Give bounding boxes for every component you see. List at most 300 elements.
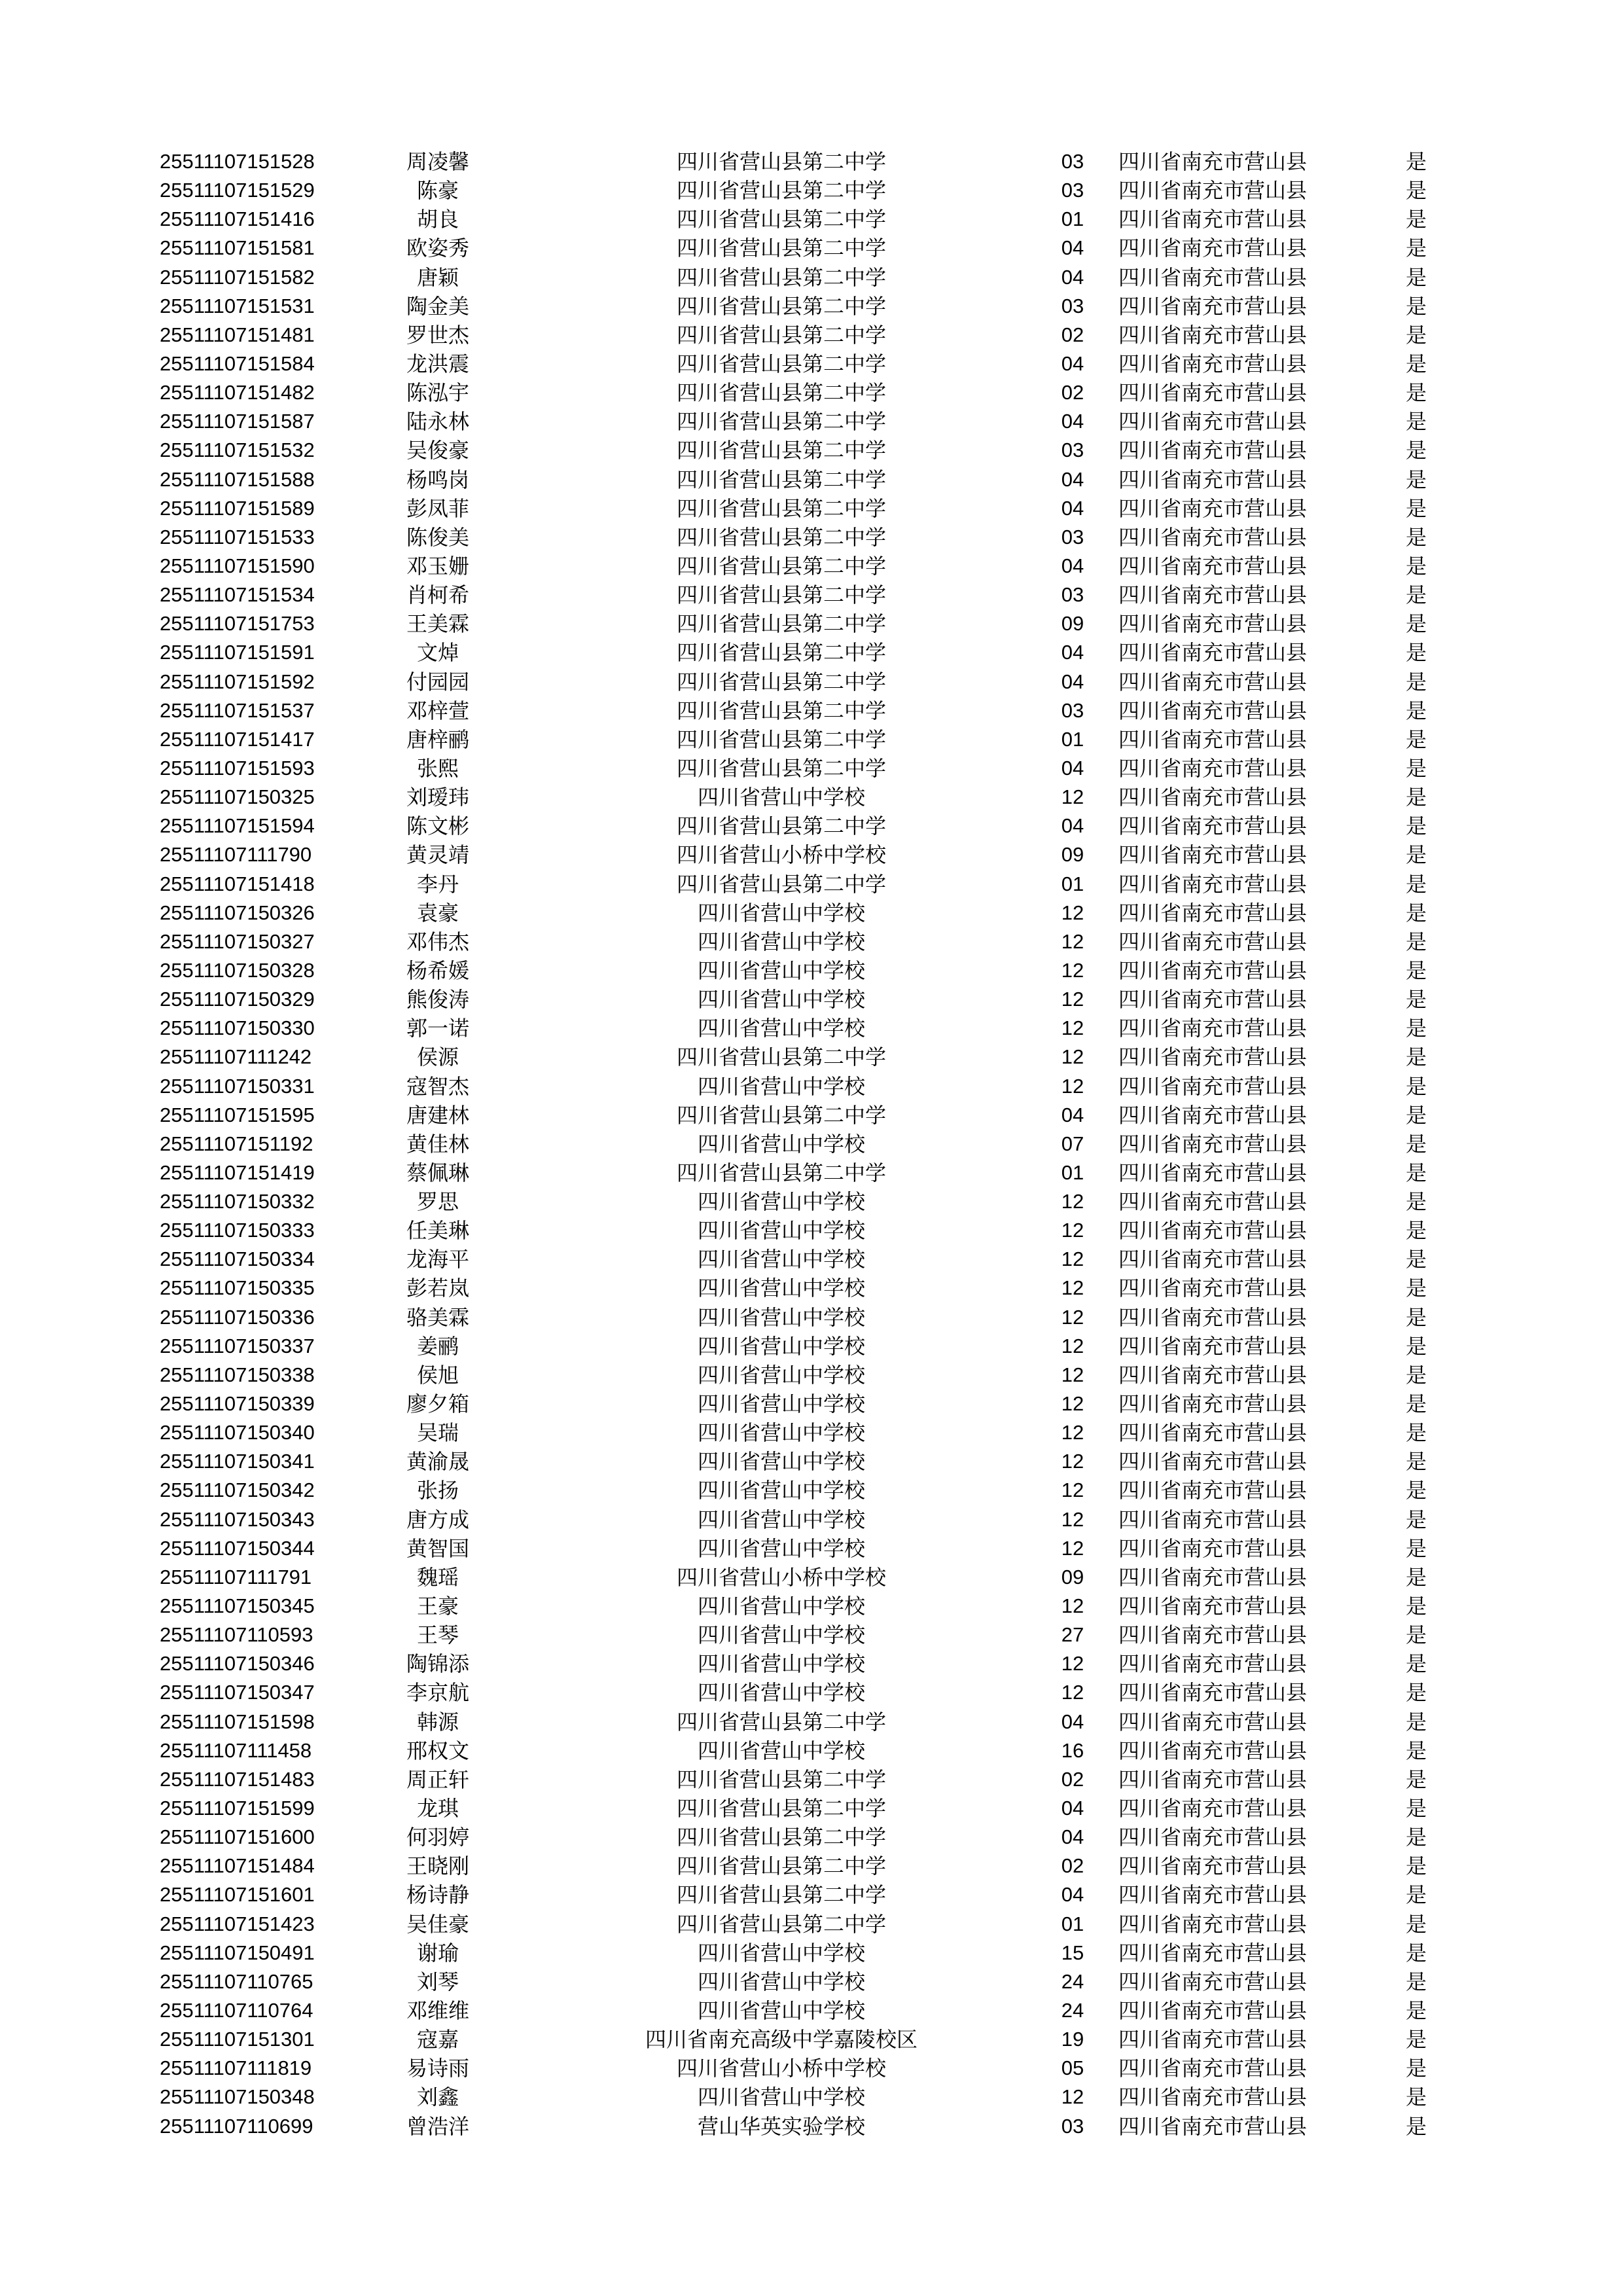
student-name: 罗思: [416, 1189, 459, 1215]
region: 四川省南充市营山县: [1118, 293, 1308, 319]
school-name: 四川省营山中学校: [697, 958, 865, 983]
candidate-id: 25511107150328: [160, 958, 315, 982]
eligibility-flag: 是: [1405, 1854, 1427, 1879]
category-code: 09: [1061, 1565, 1084, 1588]
region: 四川省南充市营山县: [1118, 1189, 1308, 1215]
eligibility-flag: 是: [1405, 1911, 1427, 1937]
school-name: 四川省营山中学校: [697, 1016, 865, 1041]
table-row: [160, 1216, 1442, 1245]
table-row: [160, 1765, 1442, 1794]
table-row: [160, 1708, 1442, 1736]
school-name: 四川省营山县第二中学: [676, 553, 886, 579]
table-row: [160, 870, 1442, 899]
school-name: 四川省营山中学校: [697, 1247, 865, 1272]
school-name: 四川省营山中学校: [697, 1507, 865, 1532]
region: 四川省南充市营山县: [1118, 1796, 1308, 1821]
table-row: [160, 1592, 1442, 1621]
eligibility-flag: 是: [1405, 842, 1427, 868]
student-name: 吴俊豪: [406, 438, 469, 463]
region: 四川省南充市营山县: [1118, 1564, 1308, 1590]
table-row: [160, 956, 1442, 985]
candidate-id: 25511107151423: [160, 1912, 315, 1935]
school-name: 四川省营山县第二中学: [676, 755, 886, 781]
candidate-id: 25511107111458: [160, 1738, 312, 1762]
student-name: 唐方成: [406, 1507, 469, 1532]
table-row: [160, 1130, 1442, 1158]
school-name: 四川省营山中学校: [697, 2085, 865, 2110]
student-name: 侯源: [416, 1045, 459, 1070]
student-name: 王琴: [416, 1623, 459, 1648]
student-name: 周凌馨: [406, 149, 469, 174]
school-name: 四川省营山县第二中学: [676, 524, 886, 550]
category-code: 12: [1061, 1305, 1084, 1329]
candidate-id: 25511107150338: [160, 1363, 315, 1386]
eligibility-flag: 是: [1405, 207, 1427, 232]
school-name: 四川省营山县第二中学: [676, 409, 886, 435]
candidate-id: 25511107151482: [160, 381, 315, 404]
table-row: [160, 1187, 1442, 1216]
student-name: 何羽婷: [406, 1825, 469, 1850]
eligibility-flag: 是: [1405, 1218, 1427, 1244]
table-row: [160, 1736, 1442, 1765]
eligibility-flag: 是: [1405, 236, 1427, 261]
school-name: 四川省营山小桥中学校: [676, 842, 886, 868]
school-name: 四川省营山县第二中学: [676, 207, 886, 232]
school-name: 四川省营山中学校: [697, 1420, 865, 1446]
category-code: 12: [1061, 929, 1084, 953]
region: 四川省南充市营山县: [1118, 1478, 1308, 1503]
category-code: 12: [1061, 1219, 1084, 1242]
table-row: [160, 1534, 1442, 1563]
category-code: 04: [1061, 1103, 1084, 1126]
student-name: 邓维维: [406, 1998, 469, 2023]
candidate-id: 25511107150330: [160, 1016, 315, 1040]
category-code: 02: [1061, 323, 1084, 346]
school-name: 四川省营山县第二中学: [676, 467, 886, 492]
student-name: 刘琴: [416, 1969, 459, 1994]
table-row: [160, 205, 1442, 234]
category-code: 12: [1061, 1536, 1084, 1560]
category-code: 12: [1061, 1363, 1084, 1386]
candidate-id: 25511107151484: [160, 1854, 315, 1878]
category-code: 04: [1061, 1710, 1084, 1733]
school-name: 四川省营山中学校: [697, 987, 865, 1013]
candidate-id: 25511107151598: [160, 1710, 315, 1733]
table-row: [160, 1794, 1442, 1823]
student-name: 杨诗静: [406, 1882, 469, 1908]
region: 四川省南充市营山县: [1118, 1073, 1308, 1099]
school-name: 四川省营山县第二中学: [676, 1911, 886, 1937]
category-code: 12: [1061, 1594, 1084, 1618]
eligibility-flag: 是: [1405, 1247, 1427, 1272]
candidate-id: 25511107110593: [160, 1623, 313, 1647]
region: 四川省南充市营山县: [1118, 583, 1308, 608]
region: 四川省南充市营山县: [1118, 1304, 1308, 1330]
region: 四川省南充市营山县: [1118, 1911, 1308, 1937]
student-name: 陈豪: [416, 178, 459, 204]
region: 四川省南充市营山县: [1118, 1535, 1308, 1561]
candidate-id: 25511107151589: [160, 496, 315, 520]
school-name: 四川省营山中学校: [697, 1362, 865, 1388]
table-row: [160, 1476, 1442, 1505]
table-row: [160, 638, 1442, 667]
school-name: 四川省营山中学校: [697, 1940, 865, 1965]
region: 四川省南充市营山县: [1118, 438, 1308, 463]
table-row: [160, 1303, 1442, 1332]
student-name: 廖夕箱: [406, 1391, 469, 1417]
region: 四川省南充市营山县: [1118, 1594, 1308, 1619]
candidate-id: 25511107110765: [160, 1969, 313, 1993]
school-name: 四川省营山县第二中学: [676, 495, 886, 521]
school-name: 四川省营山中学校: [697, 929, 865, 954]
table-row: [160, 292, 1442, 321]
school-name: 四川省营山中学校: [697, 1218, 865, 1244]
candidate-id: 25511107150343: [160, 1507, 315, 1531]
school-name: 四川省营山中学校: [697, 1594, 865, 1619]
region: 四川省南充市营山县: [1118, 1016, 1308, 1041]
student-name: 文焯: [416, 640, 459, 666]
eligibility-flag: 是: [1405, 1189, 1427, 1215]
candidate-id: 25511107151587: [160, 410, 315, 433]
student-name: 胡良: [416, 207, 459, 232]
category-code: 02: [1061, 381, 1084, 404]
region: 四川省南充市营山县: [1118, 380, 1308, 406]
region: 四川省南充市营山县: [1118, 351, 1308, 376]
eligibility-flag: 是: [1405, 524, 1427, 550]
eligibility-flag: 是: [1405, 1507, 1427, 1532]
region: 四川省南充市营山县: [1118, 1623, 1308, 1648]
category-code: 04: [1061, 236, 1084, 260]
category-code: 12: [1061, 785, 1084, 809]
category-code: 04: [1061, 641, 1084, 664]
category-code: 12: [1061, 1652, 1084, 1676]
school-name: 四川省营山中学校: [697, 900, 865, 925]
category-code: 12: [1061, 1045, 1084, 1069]
candidate-id: 25511107151301: [160, 2028, 315, 2051]
category-code: 03: [1061, 698, 1084, 722]
eligibility-flag: 是: [1405, 1796, 1427, 1821]
candidate-id: 25511107150341: [160, 1450, 315, 1473]
student-name: 袁豪: [416, 900, 459, 925]
school-name: 四川省营山中学校: [697, 785, 865, 810]
school-name: 营山华英实验学校: [697, 2113, 865, 2139]
region: 四川省南充市营山县: [1118, 1449, 1308, 1475]
table-row: [160, 609, 1442, 638]
region: 四川省南充市营山县: [1118, 698, 1308, 723]
eligibility-flag: 是: [1405, 1102, 1427, 1128]
candidate-id: 25511107151192: [160, 1132, 313, 1155]
school-name: 四川省营山中学校: [697, 1333, 865, 1359]
region: 四川省南充市营山县: [1118, 1882, 1308, 1908]
region: 四川省南充市营山县: [1118, 1825, 1308, 1850]
table-row: [160, 552, 1442, 581]
eligibility-flag: 是: [1405, 467, 1427, 492]
school-name: 四川省营山中学校: [697, 1623, 865, 1648]
candidate-id: 25511107110699: [160, 2114, 313, 2138]
region: 四川省南充市营山县: [1118, 1507, 1308, 1532]
eligibility-flag: 是: [1405, 1940, 1427, 1965]
student-name: 张扬: [416, 1478, 459, 1503]
region: 四川省南充市营山县: [1118, 409, 1308, 435]
category-code: 04: [1061, 410, 1084, 433]
student-name: 吴佳豪: [406, 1911, 469, 1937]
school-name: 四川省营山小桥中学校: [676, 1564, 886, 1590]
school-name: 四川省营山中学校: [697, 1651, 865, 1677]
school-name: 四川省营山县第二中学: [676, 1882, 886, 1908]
student-name: 谢瑜: [416, 1940, 459, 1965]
school-name: 四川省营山县第二中学: [676, 438, 886, 463]
table-row: [160, 147, 1442, 176]
region: 四川省南充市营山县: [1118, 553, 1308, 579]
school-name: 四川省营山中学校: [697, 1391, 865, 1417]
candidate-id: 25511107151581: [160, 236, 315, 260]
eligibility-flag: 是: [1405, 149, 1427, 174]
table-row: [160, 668, 1442, 696]
student-name: 姜鹂: [416, 1333, 459, 1359]
candidate-id: 25511107151417: [160, 727, 315, 751]
school-name: 四川省营山中学校: [697, 1189, 865, 1215]
candidate-id: 25511107151419: [160, 1160, 315, 1184]
candidate-id: 25511107150333: [160, 1219, 315, 1242]
student-name: 唐梓鹂: [406, 726, 469, 752]
eligibility-flag: 是: [1405, 1276, 1427, 1301]
school-name: 四川省营山中学校: [697, 1276, 865, 1301]
candidate-id: 25511107151590: [160, 554, 315, 577]
eligibility-flag: 是: [1405, 1594, 1427, 1619]
table-row: [160, 350, 1442, 378]
category-code: 03: [1061, 439, 1084, 462]
eligibility-flag: 是: [1405, 322, 1427, 348]
category-code: 01: [1061, 1160, 1084, 1184]
category-code: 04: [1061, 467, 1084, 491]
category-code: 12: [1061, 1421, 1084, 1444]
table-row: [160, 2112, 1442, 2141]
eligibility-flag: 是: [1405, 1623, 1427, 1648]
student-name: 黄灵靖: [406, 842, 469, 868]
candidate-id: 25511107151531: [160, 294, 315, 317]
school-name: 四川省营山县第二中学: [676, 669, 886, 694]
category-code: 01: [1061, 872, 1084, 895]
eligibility-flag: 是: [1405, 1767, 1427, 1792]
table-row: [160, 1158, 1442, 1187]
candidate-id: 25511107150326: [160, 901, 315, 924]
eligibility-flag: 是: [1405, 2056, 1427, 2081]
student-name: 吴瑞: [416, 1420, 459, 1446]
category-code: 04: [1061, 351, 1084, 375]
region: 四川省南充市营山县: [1118, 611, 1308, 637]
eligibility-flag: 是: [1405, 553, 1427, 579]
category-code: 27: [1061, 1623, 1084, 1647]
category-code: 12: [1061, 1392, 1084, 1416]
category-code: 12: [1061, 1450, 1084, 1473]
category-code: 15: [1061, 1941, 1084, 1964]
region: 四川省南充市营山县: [1118, 2085, 1308, 2110]
table-row: [160, 1505, 1442, 1534]
region: 四川省南充市营山县: [1118, 524, 1308, 550]
student-name: 任美琳: [406, 1218, 469, 1244]
school-name: 四川省营山县第二中学: [676, 1102, 886, 1128]
category-code: 01: [1061, 1912, 1084, 1935]
eligibility-flag: 是: [1405, 1651, 1427, 1677]
eligibility-flag: 是: [1405, 1882, 1427, 1908]
candidate-id: 25511107151601: [160, 1883, 315, 1907]
region: 四川省南充市营山县: [1118, 1160, 1308, 1185]
candidate-id: 25511107150346: [160, 1652, 315, 1676]
table-row: [160, 985, 1442, 1014]
school-name: 四川省营山中学校: [697, 1073, 865, 1099]
region: 四川省南充市营山县: [1118, 1102, 1308, 1128]
student-name: 魏瑶: [416, 1564, 459, 1590]
student-name: 王豪: [416, 1594, 459, 1619]
region: 四川省南充市营山县: [1118, 1276, 1308, 1301]
category-code: 12: [1061, 1507, 1084, 1531]
category-code: 09: [1061, 843, 1084, 867]
eligibility-flag: 是: [1405, 264, 1427, 290]
candidate-id: 25511107150332: [160, 1190, 315, 1213]
eligibility-flag: 是: [1405, 1825, 1427, 1850]
region: 四川省南充市营山县: [1118, 322, 1308, 348]
region: 四川省南充市营山县: [1118, 1998, 1308, 2023]
region: 四川省南充市营山县: [1118, 178, 1308, 204]
student-name: 陈泓宇: [406, 380, 469, 406]
candidate-id: 25511107150334: [160, 1247, 315, 1271]
school-name: 四川省营山中学校: [697, 1969, 865, 1994]
school-name: 四川省营山县第二中学: [676, 149, 886, 174]
region: 四川省南充市营山县: [1118, 900, 1308, 925]
category-code: 01: [1061, 207, 1084, 231]
category-code: 12: [1061, 958, 1084, 982]
region: 四川省南充市营山县: [1118, 1738, 1308, 1763]
table-row: [160, 1910, 1442, 1939]
eligibility-flag: 是: [1405, 1478, 1427, 1503]
eligibility-flag: 是: [1405, 380, 1427, 406]
table-row: [160, 581, 1442, 609]
table-row: [160, 1245, 1442, 1274]
student-name: 陶锦添: [406, 1651, 469, 1677]
region: 四川省南充市营山县: [1118, 1131, 1308, 1157]
candidate-id: 25511107151534: [160, 583, 315, 607]
category-code: 12: [1061, 1276, 1084, 1300]
eligibility-flag: 是: [1405, 293, 1427, 319]
eligibility-flag: 是: [1405, 1391, 1427, 1417]
table-row: [160, 2054, 1442, 2083]
candidate-id: 25511107151483: [160, 1767, 315, 1791]
student-name: 黄佳林: [406, 1131, 469, 1157]
school-name: 四川省南充高级中学嘉陵校区: [645, 2027, 918, 2053]
region: 四川省南充市营山县: [1118, 2056, 1308, 2081]
eligibility-flag: 是: [1405, 669, 1427, 694]
roster-table: [160, 147, 1442, 2141]
category-code: 03: [1061, 179, 1084, 202]
table-row: [160, 2083, 1442, 2111]
table-row: [160, 1996, 1442, 2025]
student-name: 黄智国: [406, 1535, 469, 1561]
category-code: 12: [1061, 1190, 1084, 1213]
category-code: 12: [1061, 901, 1084, 924]
student-name: 郭一诺: [406, 1016, 469, 1041]
region: 四川省南充市营山县: [1118, 1218, 1308, 1244]
category-code: 05: [1061, 2056, 1084, 2080]
eligibility-flag: 是: [1405, 1160, 1427, 1185]
student-name: 邢权文: [406, 1738, 469, 1763]
category-code: 03: [1061, 583, 1084, 607]
student-name: 龙琪: [416, 1796, 459, 1821]
student-name: 付园园: [406, 669, 469, 694]
candidate-id: 25511107150344: [160, 1536, 315, 1560]
category-code: 04: [1061, 1883, 1084, 1907]
category-code: 04: [1061, 814, 1084, 838]
category-code: 01: [1061, 727, 1084, 751]
eligibility-flag: 是: [1405, 900, 1427, 925]
school-name: 四川省营山县第二中学: [676, 726, 886, 752]
category-code: 07: [1061, 1132, 1084, 1155]
table-row: [160, 812, 1442, 840]
category-code: 12: [1061, 1479, 1084, 1502]
category-code: 03: [1061, 294, 1084, 317]
school-name: 四川省营山中学校: [697, 1535, 865, 1561]
category-code: 12: [1061, 1334, 1084, 1357]
school-name: 四川省营山县第二中学: [676, 1709, 886, 1734]
table-row: [160, 1621, 1442, 1649]
school-name: 四川省营山中学校: [697, 1680, 865, 1706]
category-code: 12: [1061, 1016, 1084, 1040]
school-name: 四川省营山县第二中学: [676, 322, 886, 348]
candidate-id: 25511107150335: [160, 1276, 315, 1300]
region: 四川省南充市营山县: [1118, 1854, 1308, 1879]
table-row: [160, 1014, 1442, 1043]
region: 四川省南充市营山县: [1118, 207, 1308, 232]
region: 四川省南充市营山县: [1118, 1247, 1308, 1272]
candidate-id: 25511107151529: [160, 179, 315, 202]
student-name: 彭凤菲: [406, 495, 469, 521]
student-name: 王美霖: [406, 611, 469, 637]
region: 四川省南充市营山县: [1118, 1767, 1308, 1792]
candidate-id: 25511107151753: [160, 612, 315, 636]
table-row: [160, 1274, 1442, 1302]
table-row: [160, 696, 1442, 725]
candidate-id: 25511107151600: [160, 1825, 315, 1849]
table-row: [160, 927, 1442, 956]
student-name: 刘瑷玮: [406, 785, 469, 810]
student-name: 蔡佩琳: [406, 1160, 469, 1185]
student-name: 曾浩洋: [406, 2113, 469, 2139]
table-row: [160, 407, 1442, 436]
region: 四川省南充市营山县: [1118, 1709, 1308, 1734]
school-name: 四川省营山县第二中学: [676, 583, 886, 608]
table-row: [160, 176, 1442, 205]
region: 四川省南充市营山县: [1118, 958, 1308, 983]
table-row: [160, 523, 1442, 552]
student-name: 侯旭: [416, 1362, 459, 1388]
candidate-id: 25511107151595: [160, 1103, 315, 1126]
candidate-id: 25511107151416: [160, 207, 315, 231]
table-row: [160, 263, 1442, 292]
candidate-id: 25511107110764: [160, 1999, 313, 2022]
region: 四川省南充市营山县: [1118, 785, 1308, 810]
student-name: 熊俊涛: [406, 987, 469, 1013]
eligibility-flag: 是: [1405, 1333, 1427, 1359]
category-code: 04: [1061, 670, 1084, 693]
region: 四川省南充市营山县: [1118, 842, 1308, 868]
eligibility-flag: 是: [1405, 958, 1427, 983]
region: 四川省南充市营山县: [1118, 236, 1308, 261]
candidate-id: 25511107150491: [160, 1941, 315, 1964]
candidate-id: 25511107150345: [160, 1594, 315, 1618]
region: 四川省南充市营山县: [1118, 2113, 1308, 2139]
category-code: 04: [1061, 1825, 1084, 1849]
eligibility-flag: 是: [1405, 495, 1427, 521]
student-name: 唐建林: [406, 1102, 469, 1128]
